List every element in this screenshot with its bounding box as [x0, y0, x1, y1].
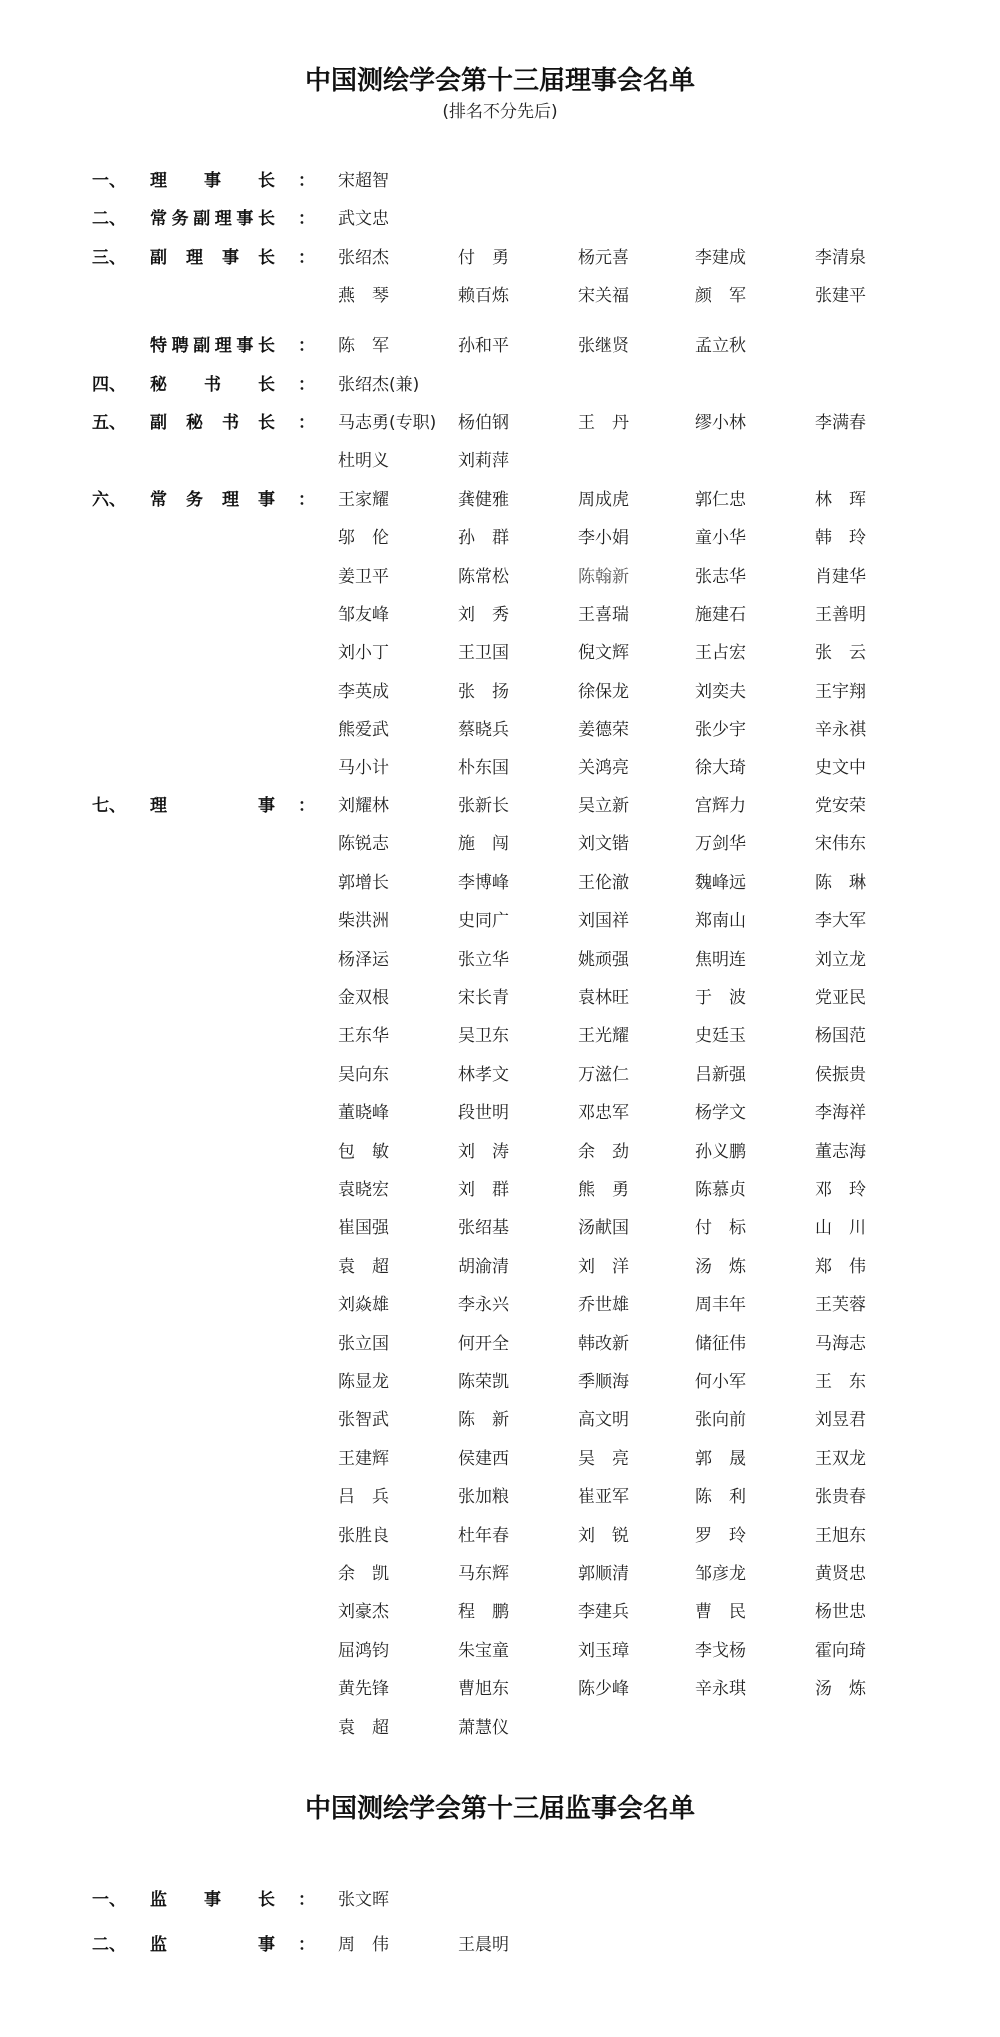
member-name: 董志海 [815, 1141, 866, 1162]
member-name: 朴东国 [458, 758, 509, 779]
roster-row [0, 1213, 1000, 1237]
member-name: 刘国祥 [578, 911, 629, 932]
roster-row [0, 829, 1000, 853]
member-name: 周成虎 [578, 490, 629, 510]
member-name: 陈 军 [338, 336, 389, 356]
member-name: 曹旭东 [458, 1679, 509, 1700]
member-name: 刘焱雄 [338, 1295, 389, 1316]
colon: ： [298, 490, 315, 510]
member-name: 周 伟 [338, 1935, 389, 1955]
member-name: 朱宝童 [458, 1640, 509, 1661]
member-name: 陈翰新 [578, 566, 629, 587]
member-name: 陈 琳 [815, 872, 866, 893]
member-name: 刘耀林 [338, 796, 389, 816]
section-number: 二、 [92, 209, 126, 229]
roster-row [0, 1713, 1000, 1737]
roster-row [0, 1885, 1000, 1909]
roster-row [0, 1060, 1000, 1084]
member-name: 林孝文 [458, 1064, 509, 1085]
roster-row [0, 600, 1000, 624]
member-name: 邓 玲 [815, 1180, 866, 1200]
member-name: 孙和平 [458, 336, 509, 356]
member-name: 王宇翔 [815, 681, 866, 702]
member-name: 刘 涛 [458, 1141, 509, 1162]
colon: ： [298, 248, 315, 268]
member-name: 李建兵 [578, 1602, 629, 1623]
colon: ： [298, 336, 315, 356]
member-name: 刘 洋 [578, 1256, 629, 1277]
member-name: 郭仁忠 [695, 490, 746, 510]
member-name: 王光耀 [578, 1026, 629, 1047]
member-name: 张胜良 [338, 1525, 389, 1546]
member-name: 史廷玉 [695, 1026, 746, 1047]
member-name: 张智武 [338, 1410, 389, 1431]
roster-row [0, 1444, 1000, 1468]
roster-row [0, 204, 1000, 228]
roster-row [0, 1521, 1000, 1545]
member-name: 李永兴 [458, 1295, 509, 1316]
member-name: 张绍基 [458, 1218, 509, 1239]
member-name: 高文明 [578, 1410, 629, 1431]
role-label: 监 事 长 [150, 1890, 275, 1910]
member-name: 柴洪洲 [338, 911, 389, 932]
member-name: 萧慧仪 [458, 1717, 509, 1738]
member-name: 周丰年 [695, 1295, 746, 1316]
member-name: 王家耀 [338, 490, 389, 510]
member-name: 李海祥 [815, 1103, 866, 1124]
member-name: 宫辉力 [695, 796, 746, 816]
member-name: 孟立秋 [695, 336, 746, 356]
member-name: 刘小丁 [338, 643, 389, 664]
member-name: 陈 新 [458, 1410, 509, 1431]
roster-row [0, 1930, 1000, 1954]
roster-row [0, 906, 1000, 930]
member-name: 肖建华 [815, 566, 866, 587]
roster-row [0, 677, 1000, 701]
member-name: 王卫国 [458, 643, 509, 664]
member-name: 史文中 [815, 758, 866, 779]
member-name: 胡渝清 [458, 1256, 509, 1277]
member-name: 王晨明 [458, 1935, 509, 1955]
member-name: 党亚民 [815, 988, 866, 1008]
member-name: 袁晓宏 [338, 1180, 389, 1200]
roster-row [0, 1482, 1000, 1506]
member-name: 崔亚军 [578, 1487, 629, 1508]
section-number: 四、 [92, 375, 126, 395]
member-name: 张文晖 [338, 1890, 389, 1910]
member-name: 吴向东 [338, 1064, 389, 1085]
member-name: 杜年春 [458, 1525, 509, 1546]
roster-row [0, 715, 1000, 739]
colon: ： [298, 171, 315, 191]
roster-row [0, 243, 1000, 267]
member-name: 王建辉 [338, 1448, 389, 1469]
section-number: 七、 [92, 796, 126, 816]
member-name: 孙 群 [458, 528, 509, 549]
member-name: 王 丹 [578, 413, 629, 433]
member-name: 张绍杰 [338, 248, 389, 268]
roster-row [0, 446, 1000, 470]
roster-row [0, 1597, 1000, 1621]
member-name: 郭增长 [338, 872, 389, 893]
roster-row [0, 1021, 1000, 1045]
colon: ： [298, 796, 315, 816]
member-name: 史同广 [458, 911, 509, 932]
member-name: 刘昱君 [815, 1410, 866, 1431]
member-name: 赖百炼 [458, 286, 509, 306]
roster-row [0, 1252, 1000, 1276]
member-name: 张加粮 [458, 1487, 509, 1508]
member-name: 杨元喜 [578, 248, 629, 268]
member-name: 罗 玲 [695, 1525, 746, 1546]
colon: ： [298, 413, 315, 433]
member-name: 段世明 [458, 1103, 509, 1124]
member-name: 姚顽强 [578, 949, 629, 970]
member-name: 刘 秀 [458, 604, 509, 625]
member-name: 王旭东 [815, 1525, 866, 1546]
member-name: 杜明义 [338, 451, 389, 471]
member-name: 刘豪杰 [338, 1602, 389, 1623]
member-name: 张立华 [458, 949, 509, 970]
role-label: 特 聘 副 理 事 长 [150, 336, 275, 356]
member-name: 童小华 [695, 528, 746, 549]
member-name: 施 闯 [458, 834, 509, 855]
member-name: 曹 民 [695, 1602, 746, 1623]
member-name: 徐保龙 [578, 681, 629, 702]
roster-row [0, 523, 1000, 547]
member-name: 刘 群 [458, 1180, 509, 1200]
member-name: 陈锐志 [338, 834, 389, 855]
member-name: 吴 亮 [578, 1448, 629, 1469]
member-name: 李清泉 [815, 248, 866, 268]
section-number: 六、 [92, 490, 126, 510]
member-name: 陈 利 [695, 1487, 746, 1508]
member-name: 张新长 [458, 796, 509, 816]
member-name: 季顺海 [578, 1372, 629, 1392]
member-name: 辛永祺 [815, 719, 866, 740]
member-name: 陈少峰 [578, 1679, 629, 1700]
member-name: 黄先锋 [338, 1679, 389, 1700]
colon: ： [298, 209, 315, 229]
member-name: 刘 锐 [578, 1525, 629, 1546]
member-name: 郭 晟 [695, 1448, 746, 1469]
member-name: 马志勇(专职) [338, 413, 437, 433]
member-name: 金双根 [338, 988, 389, 1008]
member-name: 张绍杰(兼) [338, 375, 420, 395]
member-name: 吕 兵 [338, 1487, 389, 1508]
section-number: 三、 [92, 248, 126, 268]
role-label: 理 事 长 [150, 171, 275, 191]
colon: ： [298, 1935, 315, 1955]
member-name: 熊爱武 [338, 719, 389, 740]
member-name: 李戈杨 [695, 1640, 746, 1661]
roster-row [0, 281, 1000, 305]
member-name: 汤 炼 [695, 1256, 746, 1277]
member-name: 王芙蓉 [815, 1295, 866, 1316]
member-name: 郭顺清 [578, 1564, 629, 1584]
roster-row [0, 485, 1000, 509]
roster-row [0, 562, 1000, 586]
member-name: 王喜瑞 [578, 604, 629, 625]
roster-row [0, 1559, 1000, 1583]
member-name: 倪文辉 [578, 643, 629, 664]
member-name: 燕 琴 [338, 286, 389, 306]
member-name: 万剑华 [695, 834, 746, 855]
member-name: 储征伟 [695, 1333, 746, 1354]
member-name: 王 东 [815, 1372, 866, 1392]
roster-row [0, 370, 1000, 394]
member-name: 何开全 [458, 1333, 509, 1354]
roster-row [0, 791, 1000, 815]
section-number: 一、 [92, 171, 126, 191]
member-name: 乔世雄 [578, 1295, 629, 1316]
roster-row [0, 945, 1000, 969]
member-name: 李满春 [815, 413, 866, 433]
role-label: 理 事 [150, 796, 275, 816]
member-name: 邓忠军 [578, 1103, 629, 1124]
member-name: 郑南山 [695, 911, 746, 932]
member-name: 林 珲 [815, 490, 866, 510]
member-name: 邹友峰 [338, 604, 389, 625]
member-name: 杨伯钢 [458, 413, 509, 433]
member-name: 宋伟东 [815, 834, 866, 855]
member-name: 马小计 [338, 758, 389, 779]
member-name: 宋超智 [338, 171, 389, 191]
member-name: 邬 伦 [338, 528, 389, 549]
roster-row [0, 1367, 1000, 1391]
supervisory-title: 中国测绘学会第十三届监事会名单 [304, 1794, 695, 1824]
member-name: 郑 伟 [815, 1256, 866, 1277]
roster-row [0, 166, 1000, 190]
member-name: 张继贤 [578, 336, 629, 356]
member-name: 张 扬 [458, 681, 509, 702]
member-name: 韩 玲 [815, 528, 866, 549]
member-name: 袁 超 [338, 1256, 389, 1277]
member-name: 王善明 [815, 604, 866, 625]
member-name: 刘文锴 [578, 834, 629, 855]
council-title: 中国测绘学会第十三届理事会名单 [304, 66, 695, 96]
role-label: 常 务 理 事 [150, 490, 275, 510]
section-number: 五、 [92, 413, 126, 433]
member-name: 施建石 [695, 604, 746, 625]
role-label: 监 事 [150, 1935, 275, 1955]
member-name: 焦明连 [695, 949, 746, 970]
member-name: 党安荣 [815, 796, 866, 816]
member-name: 邹彦龙 [695, 1564, 746, 1584]
role-label: 副 理 事 长 [150, 248, 275, 268]
member-name: 刘立龙 [815, 949, 866, 970]
member-name: 马海志 [815, 1333, 866, 1354]
roster-row [0, 1674, 1000, 1698]
member-name: 刘玉璋 [578, 1640, 629, 1661]
member-name: 姜卫平 [338, 566, 389, 587]
colon: ： [298, 1890, 315, 1910]
member-name: 程 鹏 [458, 1602, 509, 1623]
member-name: 杨学文 [695, 1103, 746, 1124]
member-name: 张贵春 [815, 1487, 866, 1508]
member-name: 于 波 [695, 988, 746, 1008]
member-name: 黄贤忠 [815, 1564, 866, 1584]
roster-row [0, 1636, 1000, 1660]
member-name: 王双龙 [815, 1448, 866, 1469]
member-name: 熊 勇 [578, 1180, 629, 1200]
member-name: 吕新强 [695, 1064, 746, 1085]
member-name: 汤献国 [578, 1218, 629, 1239]
member-name: 杨国范 [815, 1026, 866, 1047]
member-name: 杨世忠 [815, 1602, 866, 1623]
member-name: 包 敏 [338, 1141, 389, 1162]
member-name: 刘莉萍 [458, 451, 509, 471]
member-name: 武文忠 [338, 209, 389, 229]
roster-row [0, 1137, 1000, 1161]
member-name: 崔国强 [338, 1218, 389, 1239]
member-name: 张少宇 [695, 719, 746, 740]
member-name: 袁林旺 [578, 988, 629, 1008]
member-name: 屈鸿钧 [338, 1640, 389, 1661]
member-name: 李建成 [695, 248, 746, 268]
roster-row [0, 1290, 1000, 1314]
roster-row [0, 331, 1000, 355]
member-name: 王东华 [338, 1026, 389, 1047]
roster-row [0, 983, 1000, 1007]
section-number: 一、 [92, 1890, 126, 1910]
member-name: 张志华 [695, 566, 746, 587]
member-name: 宋长青 [458, 988, 509, 1008]
member-name: 张立国 [338, 1333, 389, 1354]
roster-row [0, 1098, 1000, 1122]
member-name: 李小娟 [578, 528, 629, 549]
member-name: 袁 超 [338, 1717, 389, 1738]
roster-row [0, 408, 1000, 432]
member-name: 宋关福 [578, 286, 629, 306]
member-name: 吴卫东 [458, 1026, 509, 1047]
member-name: 陈荣凯 [458, 1372, 509, 1392]
section-number: 二、 [92, 1935, 126, 1955]
member-name: 颜 军 [695, 286, 746, 306]
roster-row [0, 868, 1000, 892]
member-name: 王伦澈 [578, 872, 629, 893]
member-name: 陈常松 [458, 566, 509, 587]
roster-row [0, 753, 1000, 777]
member-name: 董晓峰 [338, 1103, 389, 1124]
member-name: 侯振贵 [815, 1064, 866, 1085]
member-name: 韩改新 [578, 1333, 629, 1354]
roster-row [0, 1329, 1000, 1353]
role-label: 常 务 副 理 事 长 [150, 209, 275, 229]
member-name: 张 云 [815, 643, 866, 664]
member-name: 姜德荣 [578, 719, 629, 740]
member-name: 付 标 [695, 1218, 746, 1239]
member-name: 王占宏 [695, 643, 746, 664]
member-name: 陈慕贞 [695, 1180, 746, 1200]
member-name: 张建平 [815, 286, 866, 306]
member-name: 李英成 [338, 681, 389, 702]
member-name: 徐大琦 [695, 758, 746, 779]
council-subtitle: (排名不分先后) [442, 102, 558, 122]
member-name: 魏峰远 [695, 872, 746, 893]
member-name: 刘奕夫 [695, 681, 746, 702]
member-name: 关鸿亮 [578, 758, 629, 779]
member-name: 李博峰 [458, 872, 509, 893]
member-name: 何小军 [695, 1372, 746, 1392]
member-name: 余 凯 [338, 1564, 389, 1584]
member-name: 辛永琪 [695, 1679, 746, 1700]
roster-row [0, 638, 1000, 662]
roster-row [0, 1175, 1000, 1199]
member-name: 张向前 [695, 1410, 746, 1431]
member-name: 缪小林 [695, 413, 746, 433]
member-name: 万滋仁 [578, 1064, 629, 1085]
member-name: 陈显龙 [338, 1372, 389, 1392]
role-label: 秘 书 长 [150, 375, 275, 395]
member-name: 付 勇 [458, 248, 509, 268]
member-name: 马东辉 [458, 1564, 509, 1584]
member-name: 汤 炼 [815, 1679, 866, 1700]
member-name: 李大军 [815, 911, 866, 932]
member-name: 山 川 [815, 1218, 866, 1239]
member-name: 孙义鹏 [695, 1141, 746, 1162]
member-name: 侯建西 [458, 1448, 509, 1469]
colon: ： [298, 375, 315, 395]
member-name: 杨泽运 [338, 949, 389, 970]
member-name: 龚健雅 [458, 490, 509, 510]
member-name: 蔡晓兵 [458, 719, 509, 740]
roster-row [0, 1405, 1000, 1429]
member-name: 吴立新 [578, 796, 629, 816]
member-name: 余 劲 [578, 1141, 629, 1162]
role-label: 副 秘 书 长 [150, 413, 275, 433]
member-name: 霍向琦 [815, 1640, 866, 1661]
